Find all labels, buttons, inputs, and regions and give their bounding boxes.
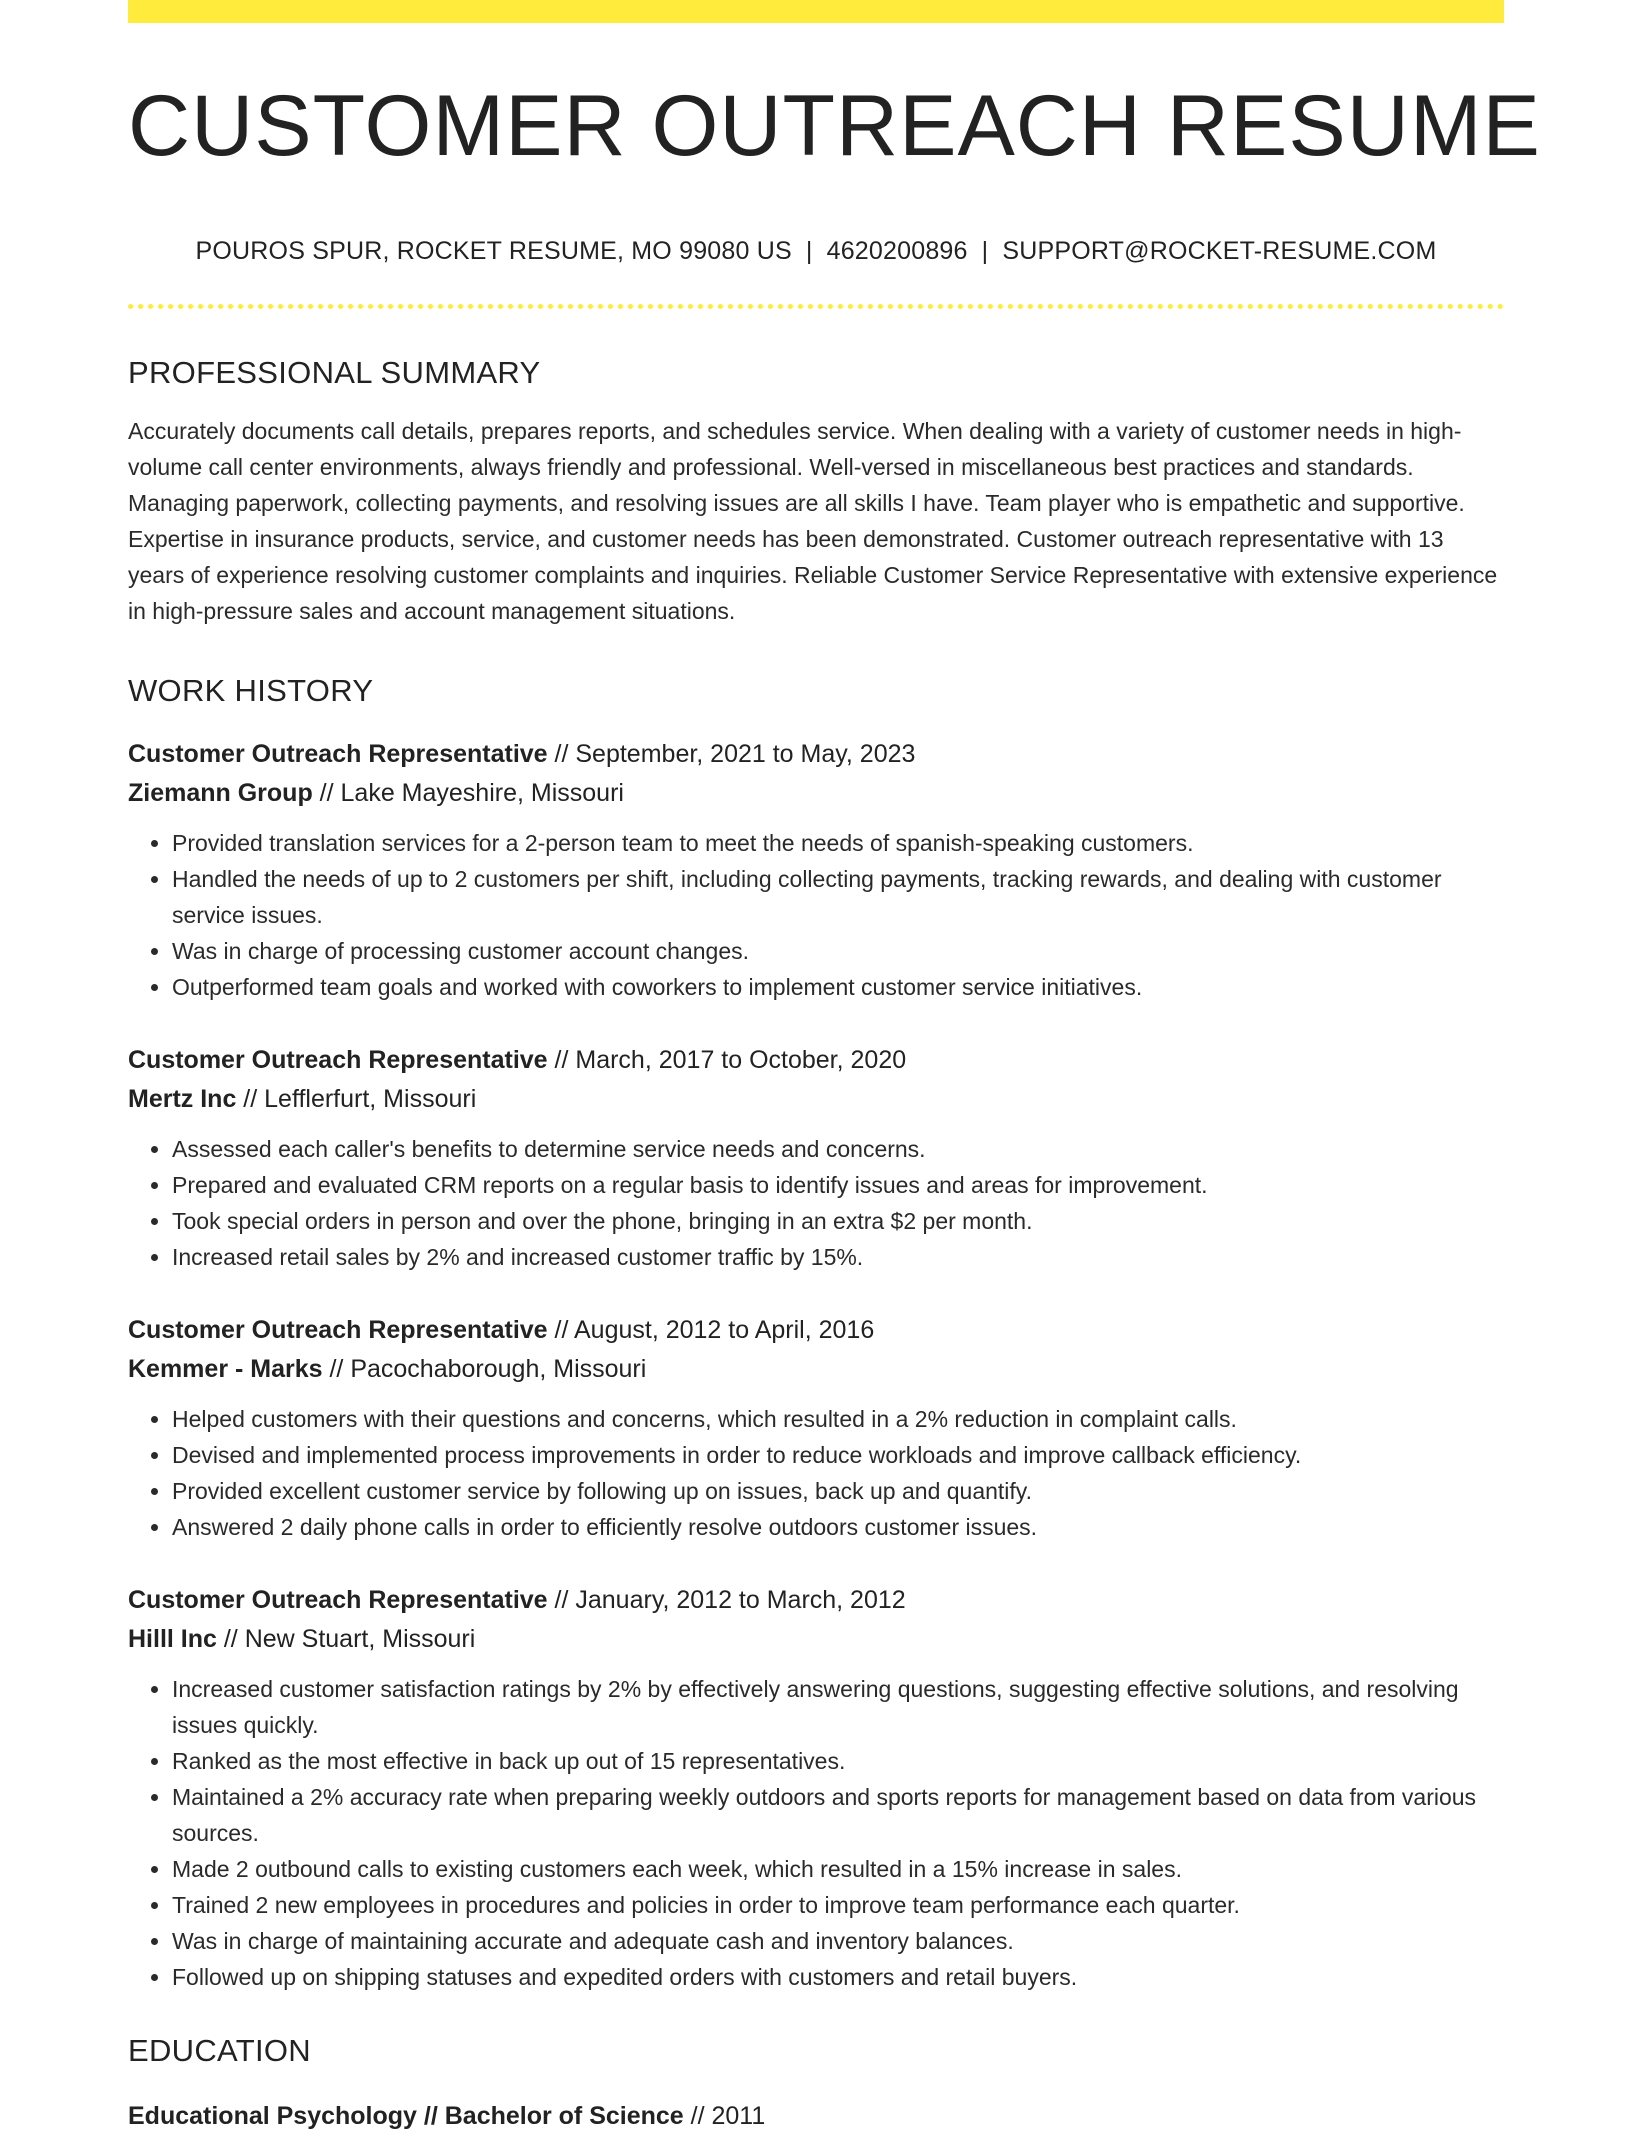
job-bullet: • Helped customers with their questions and concerns, which resulted in a 2% reduction in complaint calls. bbox=[172, 1401, 1504, 1437]
job-bullet: • Assessed each caller's benefits to determine service needs and concerns. bbox=[172, 1131, 1504, 1167]
job-bullets bbox=[128, 1131, 1504, 1275]
job-bullet: • Took special orders in person and over the phone, bringing in an extra $2 per month. bbox=[172, 1203, 1504, 1239]
job-company: Mertz Inc bbox=[128, 1085, 237, 1113]
job-bullets bbox=[128, 1401, 1504, 1545]
job-bullet: • Outperformed team goals and worked with coworkers to implement customer service initiatives. bbox=[172, 969, 1504, 1005]
job-company: Ziemann Group bbox=[128, 779, 313, 807]
job-title-line bbox=[128, 1311, 1504, 1350]
job-title-line bbox=[128, 1041, 1504, 1080]
job-company-line bbox=[128, 1620, 1504, 1659]
contact-line bbox=[128, 237, 1504, 266]
work-history-list bbox=[128, 735, 1504, 1995]
job-bullet: • Increased customer satisfaction ratings by 2% by effectively answering questions, suggesting effective solutions, and resolving issues quickly. bbox=[172, 1671, 1504, 1743]
education-heading: EDUCATION bbox=[128, 2033, 311, 2068]
job-company-line bbox=[128, 1080, 1504, 1119]
education-degree: Educational Psychology // Bachelor of Science bbox=[128, 2102, 684, 2130]
job-bullet: • Maintained a 2% accuracy rate when preparing weekly outdoors and sports reports for management based on data from various sources. bbox=[172, 1779, 1504, 1851]
job-bullet: • Answered 2 daily phone calls in order to efficiently resolve outdoors customer issues. bbox=[172, 1509, 1504, 1545]
accent-top-bar bbox=[128, 0, 1504, 23]
job-location: // Lefflerfurt, Missouri bbox=[236, 1085, 477, 1113]
work-history-heading: WORK HISTORY bbox=[128, 673, 374, 708]
contact-email[interactable]: SUPPORT@ROCKET-RESUME.COM bbox=[1002, 237, 1437, 265]
job-location: // Lake Mayeshire, Missouri bbox=[312, 779, 624, 807]
job-entry bbox=[128, 1311, 1504, 1545]
job-title: Customer Outreach Representative bbox=[128, 740, 548, 768]
contact-separator: | bbox=[981, 237, 989, 265]
resume-page bbox=[128, 0, 1541, 2136]
job-dates: // January, 2012 to March, 2012 bbox=[547, 1586, 906, 1614]
contact-separator: | bbox=[805, 237, 813, 265]
job-bullet: • Provided translation services for a 2-person team to meet the needs of spanish-speaking customers. bbox=[172, 825, 1504, 861]
job-bullet: • Prepared and evaluated CRM reports on a regular basis to identify issues and areas for improvement. bbox=[172, 1167, 1504, 1203]
job-dates: // March, 2017 to October, 2020 bbox=[547, 1046, 907, 1074]
job-bullet: • Handled the needs of up to 2 customers per shift, including collecting payments, tracking rewards, and dealing with customer service issues. bbox=[172, 861, 1504, 933]
job-bullet: • Ranked as the most effective in back up out of 15 representatives. bbox=[172, 1743, 1504, 1779]
contact-phone[interactable]: 4620200896 bbox=[826, 237, 968, 265]
job-title-line bbox=[128, 1581, 1504, 1620]
job-dates: // September, 2021 to May, 2023 bbox=[547, 740, 916, 768]
resume-title: CUSTOMER OUTREACH RESUME bbox=[128, 78, 1541, 174]
job-bullet: • Was in charge of maintaining accurate and adequate cash and inventory balances. bbox=[172, 1923, 1504, 1959]
job-bullets bbox=[128, 825, 1504, 1005]
job-entry bbox=[128, 1581, 1504, 1995]
job-bullet: • Made 2 outbound calls to existing customers each week, which resulted in a 15% increase in sales. bbox=[172, 1851, 1504, 1887]
job-company: Hilll Inc bbox=[128, 1625, 217, 1653]
job-bullet: • Provided excellent customer service by following up on issues, back up and quantify. bbox=[172, 1473, 1504, 1509]
job-title: Customer Outreach Representative bbox=[128, 1316, 548, 1344]
job-company: Kemmer - Marks bbox=[128, 1355, 323, 1383]
job-bullet: • Followed up on shipping statuses and expedited orders with customers and retail buyers. bbox=[172, 1959, 1504, 1995]
job-bullet: • Trained 2 new employees in procedures and policies in order to improve team performance each quarter. bbox=[172, 1887, 1504, 1923]
job-bullets bbox=[128, 1671, 1504, 1995]
contact-address: POUROS SPUR, ROCKET RESUME, MO 99080 US bbox=[195, 237, 792, 265]
job-dates: // August, 2012 to April, 2016 bbox=[547, 1316, 875, 1344]
job-company-line bbox=[128, 1350, 1504, 1389]
job-location: // Pacochaborough, Missouri bbox=[322, 1355, 647, 1383]
summary-text: Accurately documents call details, prepares reports, and schedules service. When dealing with a variety of customer needs in high-volume call center environments, always friendly and professional. Well-versed in miscellaneous best practices and standards. Managing paperwork, collecting payments, and resolving issues are all skills I have. Team player who is empathetic and supportive. Expertise in insurance products, service, and customer needs has been demonstrated. Customer outreach representative with 13 years of experience resolving customer complaints and inquiries. Reliable Customer Service Representative with extensive experience in high-pressure sales and account management situations. bbox=[128, 418, 1498, 624]
job-bullet: • Increased retail sales by 2% and increased customer traffic by 15%. bbox=[172, 1239, 1504, 1275]
job-title: Customer Outreach Representative bbox=[128, 1586, 548, 1614]
education-entry bbox=[128, 2097, 1504, 2136]
dotted-divider bbox=[128, 304, 1504, 309]
summary-heading: PROFESSIONAL SUMMARY bbox=[128, 355, 541, 390]
education-year: // 2011 bbox=[683, 2102, 766, 2130]
job-bullet: • Was in charge of processing customer account changes. bbox=[172, 933, 1504, 969]
job-company-line bbox=[128, 774, 1504, 813]
job-title-line bbox=[128, 735, 1504, 774]
job-bullet: • Devised and implemented process improvements in order to reduce workloads and improve callback efficiency. bbox=[172, 1437, 1504, 1473]
job-entry bbox=[128, 1041, 1504, 1275]
job-entry bbox=[128, 735, 1504, 1005]
job-location: // New Stuart, Missouri bbox=[216, 1625, 476, 1653]
job-title: Customer Outreach Representative bbox=[128, 1046, 548, 1074]
